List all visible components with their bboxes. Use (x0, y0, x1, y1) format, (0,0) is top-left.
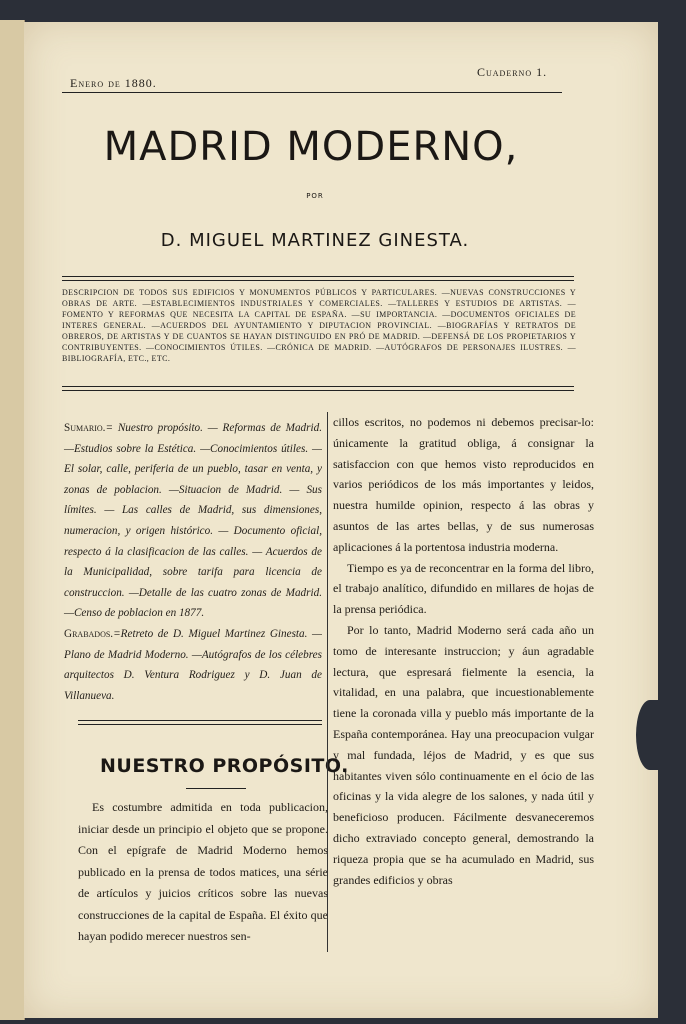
sumario-label: Sumario. (64, 422, 106, 434)
description-rule-bottom (62, 386, 574, 391)
right-column-body (333, 412, 594, 890)
right-paragraph-1: cillos escritos, no podemos ni debemos precisar-lo: únicamente la gratitud obliga, á consignar la satisfaccion con que hemos visto reproducidos en varios periódicos de los más importantes y leidos, nuestra humilde opinion, respecto á las obras y asuntos de las artes bellas, y de sus numerosas aplicaciones á la portentosa industria moderna. (333, 415, 594, 554)
right-paragraph-2: Tiempo es ya de reconcentrar en la forma del libro, el trabajo analítico, difundido en millares de hojas de la prensa periódica. (333, 560, 594, 617)
grabados-label: Grabados. (64, 627, 114, 640)
masthead-por: POR (306, 192, 324, 200)
issue-date: Enero de 1880. (70, 76, 157, 90)
description-rule-top (62, 276, 574, 281)
left-paragraph: Es costumbre admitida en toda publicacion, iniciar desde un principio el objeto que se propone. Con el epígrafe de Madrid Moderno hemos publicado en la prensa de todos matices, una série de artículos y juicios críticos sobre las nuevas construcciones de la capital de España. El éxito que hayan podido merecer nuestros sen- (78, 800, 328, 943)
section-heading: NUESTRO PROPÓSITO. (100, 755, 349, 777)
binding-strip (0, 20, 25, 1020)
sumario-rule (78, 720, 322, 725)
issue-number: Cuaderno 1. (477, 65, 548, 79)
heading-rule (186, 788, 246, 789)
masthead-title: MADRID MODERNO, (103, 124, 519, 170)
page-tear (636, 700, 664, 770)
sumario-block (64, 418, 322, 706)
contents-description: DESCRIPCION DE TODOS SUS EDIFICIOS Y MONUMENTOS PÚBLICOS Y PARTICULARES. —NUEVAS CONSTRUCCIONES Y OBRAS DE ARTE. —ESTABLECIMIENTOS INDUSTRIALES Y COMERCIALES. —TALLERES Y ESTUDIOS DE ARTISTAS. —FOMENTO Y REFORMAS QUE NECESITA LA CAPITAL DE ESPAÑA. —SU IMPORTANCIA. —DOCUMENTOS OFICIALES DE INTERES GENERAL. —ACUERDOS DEL AYUNTAMIENTO Y DIPUTACION PROVINCIAL. —BIOGRAFÍAS Y RETRATOS DE OBREROS, DE ARTISTAS Y DE CUANTOS SE HAYAN DISTINGUIDO EN PRÓ DE MADRID. —DEFENSÁ DE LOS PROPIETARIOS Y CONTRIBUYENTES. —CONOCIMIENTOS ÚTILES. —CRÓNICA DE MADRID. —AUTÓGRAFOS DE PERSONAJES ILUSTRES. —BIBLIOGRAFÍA, ETC., ETC. (62, 288, 576, 363)
left-column-body (78, 797, 328, 948)
column-divider (327, 412, 328, 952)
right-paragraph-3: Por lo tanto, Madrid Moderno será cada año un tomo de interesante instruccion; y áun agradable lectura, que espresará fielmente la esencia, la vitalidad, en una palabra, que incuestionablemente tiene la coronada villa y pueblo más importante de la España contemporánea. Hay una preocupacion vulgar y mal fundada, léjos de Madrid, y es que sus habitantes viven sólo continuamente en el ócio de las oficinas y la vida alegre de los salones, y nada útil y beneficioso producen. Fácilmente desvaneceremos dicho extraviado concepto general, demostrando la riqueza propia que se ha acumulado en Madrid, sus grandes edificios y obras (333, 622, 594, 887)
grabados-text: =Retreto de D. Miguel Martinez Ginesta. —Plano de Madrid Moderno. —Autógrafos de los célebres arquitectos D. Ventura Rodriguez y D. Juan de Villanueva. (64, 627, 322, 702)
sumario-text: = Nuestro propósito. — Reformas de Madrid. —Estudios sobre la Estética. —Conocimientos útiles. — El solar, calle, periferia de un pueblo, tasar en venta, y zonas de poblacion. —Situacion de Madrid. — Sus límites. — Las calles de Madrid, sus dimensiones, numeracion, y origen histórico. — Documento oficial, respecto á la clasificacion de las calles. — Acuerdos de la Municipalidad, sobre tarifa para licencia de construccion. —Detalle de las cuatro zonas de Madrid. —Censo de poblacion en 1877. (64, 422, 322, 620)
masthead-author: D. MIGUEL MARTINEZ GINESTA. (160, 230, 470, 251)
header-rule (62, 92, 562, 93)
